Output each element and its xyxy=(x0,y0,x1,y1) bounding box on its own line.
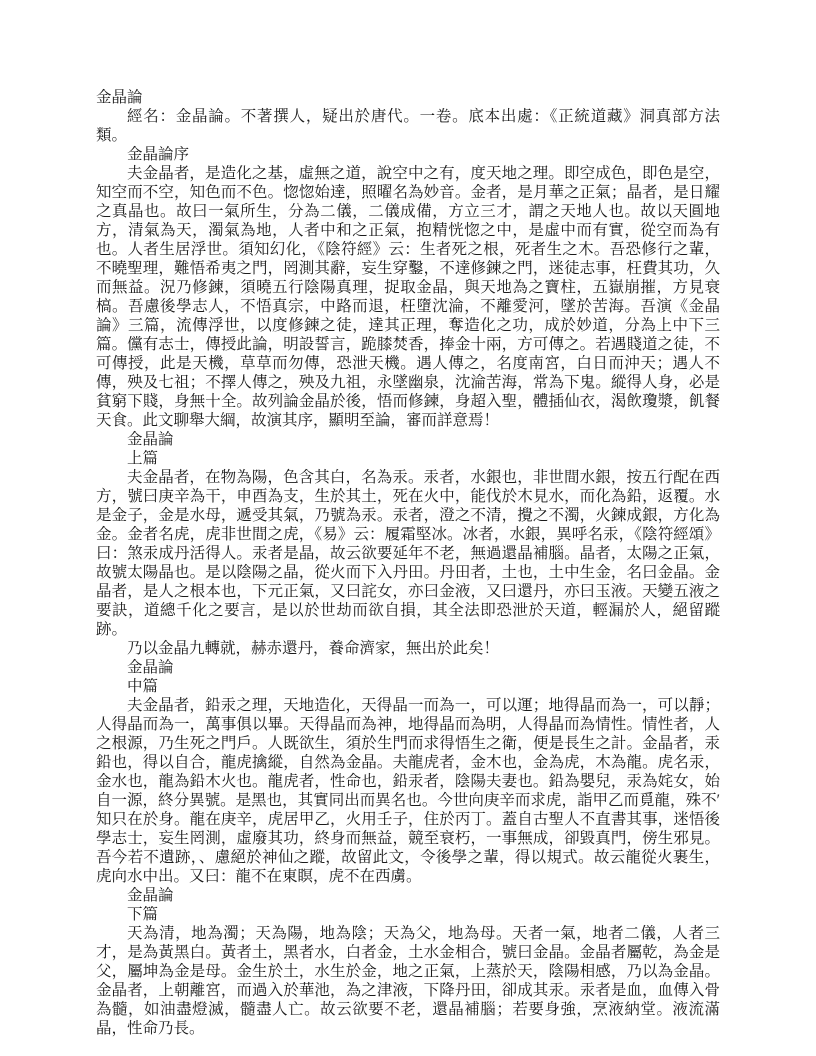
section1-coda-paragraph: 乃以金晶九轉就，赫赤還丹，養命濟家，無出於此矣！ xyxy=(127,640,500,657)
document-body xyxy=(96,88,720,1038)
section3-heading: 金晶論 xyxy=(127,887,174,904)
section3-paragraph: 天為清，地為濁；天為陽，地為陰；天為父，地為母。天者一氣，地者二儀，人者三才，是為黃黑白。黃者土，黑者水，白者金，土水金相合，號曰金晶。金晶者屬乾，為金是父，屬坤為金是母。金生於土，水生於金，地之正氣，上蒸於天，陰陽相感，乃以為金晶。金晶者，上朝離宮，而過入於華池，為之津液，下降丹田，卻成其汞。汞者是血，血傳入骨為髓，如油盡燈滅，髓盡人亡。故云欲要不老，還晶補腦；若要身強，烹液納堂。液流滿晶，性命乃長。 xyxy=(96,925,720,1037)
section1-paragraph: 夫金晶者，在物為陽，色含其白，名為汞。汞者，水銀也，非世間水銀，按五行配在西方，號曰庚辛為干，申酉為支，生於其土，死在火中，能伐於木見水，而化為鉛，返覆。水是金子，金是水母，遞受其氣，乃號為汞。汞者，澄之不清，攪之不濁，火鍊成銀，方化為金。金者名虎，虎非世間之虎，《易》云：履霜堅冰。冰者，水銀，異呼名汞，《陰符經頌》曰：煞汞成丹活得人。汞者是晶，故云欲要延年不老，無過還晶補腦。晶者，太陽之正氣，故號太陽晶也。是以陰陽之晶，從火而下入丹田。丹田者，土也，土中生金，名曰金晶。金晶者，是人之根本也，下元正氣，又曰詫女，亦曰金液，又曰還丹，亦曰玉液。天變五液之要訣，道總千化之要言，是以於世劫而欲自損，其全法即恐泄於天道，輕漏於人，絕留蹤跡。 xyxy=(96,469,720,638)
section1-subheading: 上篇 xyxy=(127,450,159,467)
section1-heading: 金晶論 xyxy=(127,431,174,448)
document-title: 金晶論 xyxy=(96,89,143,106)
preface-heading: 金晶論序 xyxy=(127,146,190,163)
section3-subheading: 下篇 xyxy=(127,906,159,923)
section2-paragraph: 夫金晶者，鉛汞之理，天地造化，天得晶一而為一，可以運；地得晶而為一，可以靜；人得晶而為一，萬事俱以畢。天得晶而為神，地得晶而為明，人得晶而為情性。情性者，人之根源，乃生死之門戶。人既欲生，須於生門而求得悟生之衛，便是長生之計。金晶者，汞鉛也，得以自合，龍虎擒縱，自然為金晶。夫龍虎者，金木也，金為虎，木為龍。虎名汞，金水也，龍為鉛木火也。龍虎者，性命也，鉛汞者，陰陽夫妻也。鉛為嬰兒，汞為姹女，始自一源，終分異號。是黑也，其實同出而異名也。今世向庚辛而求虎，詣甲乙而覓龍，殊不′知只在於身。龍在庚辛，虎居甲乙，火用壬子，住於丙丁。蓋自古聖人不直書其事，迷悟後學志士，妄生罔測，虛廢其功，終身而無益，競至衰朽，一事無成，卻毀真門，傍生邪見。吾今若不遺跡，、慮絕於神仙之蹤，故留此文，令後學之輩，得以規式。故云龍從火裹生，虎向水中出。又曰：龍不在東瞑，虎不在西虜。 xyxy=(96,697,720,885)
section2-subheading: 中篇 xyxy=(127,678,159,695)
document-meta: 經名：金晶論。不著撰人，疑出於唐代。一卷。底本出處：《正統道藏》洞真部方法類。 xyxy=(96,108,720,144)
preface-paragraph: 夫金晶者，是造化之基，虛無之道，說空中之有，度天地之理。即空成色，即色是空，知空而不空，知色而不色。惚惚始達，照曜名為妙音。金者，是月華之正氣；晶者，是日耀之真晶也。故曰一氣所生，分為二儀，二儀成備，方立三才，謂之天地人也。故以天圓地方，清氣為天，濁氣為地，人者中和之正氣，抱精恍惚之中，是虛中而有實，從空而為有也。人者生居浮世。須知幻化，《陰符經》云：生者死之根，死者生之木。吾恐修行之輩，不曉聖理，難悟希夷之門，罔測其辭，妄生穿鑿，不達修鍊之門，迷徒志事，枉費其功，久而無益。況乃修鍊，須曉五行陰陽真理，捉取金晶，與天地為之寶柱，五嶽崩摧，方見衰槁。吾慮後學志人，不悟真宗，中路而退，枉墮沈淪，不離愛河，墜於苦海。吾演《金晶論》三篇，流傳浮世，以度修鍊之徒，達其正理，奪造化之功，成於妙道，分為上中下三篇。儻有志士，傳授此論，明設誓言，跪膝焚香，捧金十兩，方可傳之。若遇賤道之徒，不可傳授，此是天機，草草而勿傳，恐泄天機。遇人傳之，名度南宮，白日而沖天；遇人不傳，殃及七祖；不擇人傳之，殃及九祖，永墜幽泉，沈淪苦海，常為下鬼。縱得人身，必是貧窮下賤，身無十全。故列論金晶於後，悟而修鍊，身超入聖，體插仙衣，渴飲瓊漿，飢餐天食。此文聊舉大綱，故演其序，顯明至論，審而詳意焉！ xyxy=(96,165,720,429)
section2-heading: 金晶論 xyxy=(127,659,174,676)
